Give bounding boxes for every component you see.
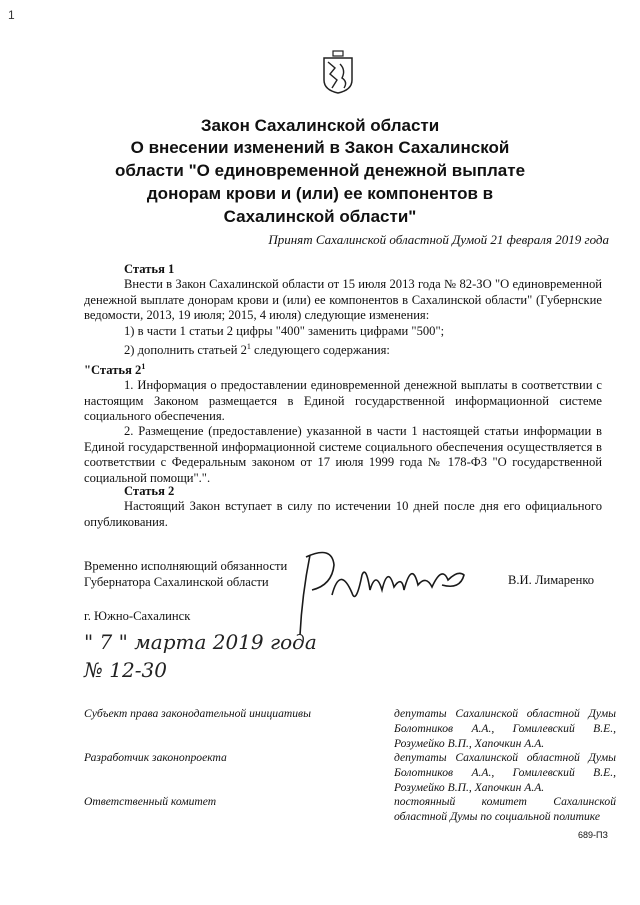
subtitle-line: О внесении изменений в Закон Сахалинской <box>130 138 510 157</box>
new-article-paragraph-2: 2. Размещение (предоставление) указанной в части 1 настоящей статьи информации в Единой государственной информационной системе социального обеспечения осуществляется в соответствии с Федеральным законом от 17 июля 1999 года № 178-ФЗ "О государственной социальной помощи".". <box>84 424 602 485</box>
article-1-item-2 <box>84 339 602 359</box>
footer-value: депутаты Сахалинской областной Думы Болотников А.А., Гомилевский В.Е., Розумейко В.П., Хапочкин А.А. <box>394 751 616 794</box>
law-subtitle <box>0 136 640 228</box>
sakhalin-coat-of-arms-icon <box>322 50 354 94</box>
corner-marks: 1 <box>8 8 21 22</box>
law-number: № 12-30 <box>84 658 167 682</box>
document-code: 689-ПЗ <box>578 830 608 840</box>
position-line-1: Временно исполняющий обязанности <box>84 559 288 573</box>
adoption-note: Принят Сахалинской областной Думой 21 февраля 2019 года <box>268 232 609 247</box>
article-2-text: Настоящий Закон вступает в силу по истечении 10 дней после дня его официального опубликования. <box>84 499 602 529</box>
article-2 <box>84 484 602 530</box>
item-2-text-end: следующего содержания: <box>250 343 390 358</box>
new-article-heading-text: "Статья 2 <box>84 362 142 377</box>
footer-value: постоянный комитет Сахалинской областной Думы по социальной политике <box>394 795 616 823</box>
footer-label: Разработчик законопроекта <box>84 751 227 764</box>
handwritten-signature <box>292 535 472 645</box>
article-2-heading: Статья 2 <box>124 484 175 498</box>
signer-name: В.И. Лимаренко <box>508 573 595 587</box>
subtitle-line: донорам крови и (или) ее компонентов в <box>146 184 494 203</box>
city: г. Южно-Сахалинск <box>84 609 191 623</box>
subtitle-line: Сахалинской области" <box>223 207 417 226</box>
new-article-heading <box>84 359 602 379</box>
signatory-position <box>84 558 287 590</box>
item-2-text: 2) дополнить статьей 2 <box>124 343 247 358</box>
footer-label: Ответственный комитет <box>84 795 217 808</box>
article-1-heading: Статья 1 <box>124 262 175 276</box>
subtitle-line: области "О единовременной денежной выплате <box>114 161 526 180</box>
item-2-superscript: 1 <box>246 342 251 352</box>
footer-label: Субъект права законодательной инициативы <box>84 707 311 720</box>
footer-value: депутаты Сахалинской областной Думы Болотников А.А., Гомилевский В.Е., Розумейко В.П., Хапочкин А.А. <box>394 707 616 750</box>
new-article-paragraph-1: 1. Информация о предоставлении единовременной денежной выплаты в соответствии с настоящим Законом размещается в Единой государственной информационной системе социального обеспечения. <box>84 378 602 424</box>
article-1 <box>84 262 602 486</box>
article-1-item-1: 1) в части 1 статьи 2 цифры "400" заменить цифрами "500"; <box>124 323 445 338</box>
new-article-superscript: 1 <box>141 361 146 371</box>
signing-date: " 7 " марта 2019 года <box>84 630 317 654</box>
law-title: Закон Сахалинской области <box>200 116 440 135</box>
position-line-2: Губернатора Сахалинской области <box>84 575 269 589</box>
article-1-intro: Внести в Закон Сахалинской области от 15 июля 2013 года № 82-ЗО "О единовременной денежной выплате донорам крови и (или) ее компонентов в Сахалинской области" (Губернские ведомости, 2013, 19 июля; 2015, 4 июля) следующие изменения: <box>84 277 602 323</box>
